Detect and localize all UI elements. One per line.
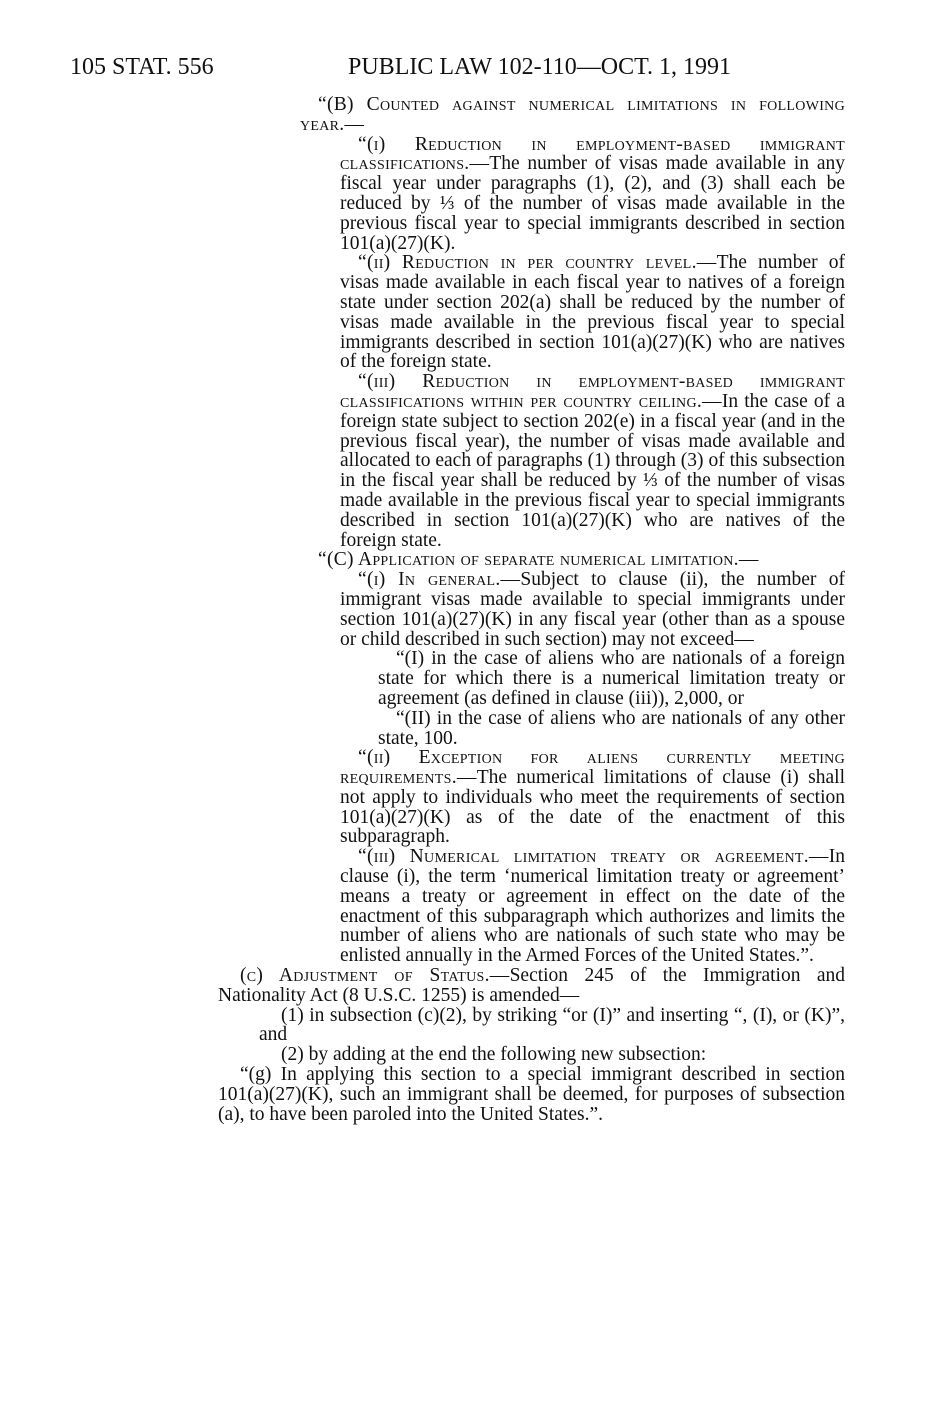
paragraph-text: Section 245 of the Immigration and Nationality Act (8 U.S.C. 1255) is amended—	[218, 965, 845, 1006]
paragraph-C-ii	[340, 748, 845, 847]
page-reference: 105 STAT. 556	[70, 54, 214, 80]
paragraph-B-i	[340, 135, 845, 254]
paragraph-C-i-II	[378, 709, 845, 749]
paragraph-heading: “(i) In general.—	[358, 569, 521, 591]
document-body	[0, 95, 944, 1124]
paragraph-C-iii	[340, 847, 845, 966]
paragraph-heading: (c) Adjustment of Status.—	[240, 965, 510, 987]
paragraph-c-2	[259, 1045, 845, 1065]
paragraph-heading: “(ii) Reduction in per country level.—	[358, 252, 717, 274]
paragraph-text: (2) by adding at the end the following new subsection:	[281, 1044, 707, 1066]
law-title: PUBLIC LAW 102-110—OCT. 1, 1991	[348, 54, 731, 80]
running-header	[70, 54, 870, 88]
paragraph-text: The numerical limitations of clause (i) shall not apply to individuals who meet the requirements of section 101(a)(27)(K) as of the date of the enactment of this subparagraph.	[340, 767, 845, 848]
paragraph-heading: “(iii) Numerical limitation treaty or agreement.—	[358, 846, 829, 868]
paragraph-C-i-I	[378, 649, 845, 708]
paragraph-text: “(g) In applying this section to a special immigrant described in section 101(a)(27)(K), such an immigrant shall be deemed, for purposes of subsection (a), to have been paroled into the United States.”.	[218, 1064, 845, 1125]
paragraph-text: “(II) in the case of aliens who are nationals of any other state, 100.	[378, 707, 845, 749]
paragraph-C	[300, 550, 845, 570]
paragraph-c-1	[259, 1006, 845, 1046]
paragraph-heading: “(ii) Exception for aliens currently meeting requirements.—	[340, 747, 845, 789]
paragraph-B	[300, 95, 845, 135]
paragraph-text: “(I) in the case of aliens who are nationals of a foreign state for which there is a numerical limitation treaty or agreement (as defined in clause (iii)), 2,000, or	[378, 648, 845, 709]
paragraph-heading: “(C) Application of separate numerical limitation.—	[318, 549, 759, 571]
paragraph-text: In the case of a foreign state subject to section 202(e) in a fiscal year (and in the previous fiscal year), the number of visas made available and allocated to each of paragraphs (1) through (3) of this subsection in the fiscal year shall be reduced by ⅓ of the number of visas made available in the previous fiscal year to special immigrants described in section 101(a)(27)(K) who are natives of the foreign state.	[340, 390, 845, 551]
paragraph-text: The number of visas made available in any fiscal year under paragraphs (1), (2), and (3) shall each be reduced by ⅓ of the number of visas made available in the previous fiscal year to special immigrants described in section 101(a)(27)(K).	[340, 153, 845, 254]
paragraph-c	[218, 966, 845, 1006]
paragraph-text: (1) in subsection (c)(2), by striking “or (I)” and inserting “, (I), or (K)”, and	[259, 1004, 845, 1046]
paragraph-B-iii	[340, 372, 845, 550]
paragraph-text: In clause (i), the term ‘numerical limitation treaty or agreement’ means a treaty or agreement in effect on the date of the enactment of this subparagraph which authorizes and limits the number of aliens who are nationals of such state who may be enlisted annually in the Armed Forces of the United States.”.	[340, 846, 845, 967]
paragraph-text: Subject to clause (ii), the number of immigrant visas made available to special immigrants under section 101(a)(27)(K) in any fiscal year (other than as a spouse or child described in such section) may not exceed—	[340, 569, 845, 650]
paragraph-heading: “(i) Reduction in employment-based immigrant classifications.—	[340, 133, 845, 175]
paragraph-B-ii	[340, 253, 845, 372]
paragraph-g	[218, 1065, 845, 1124]
paragraph-heading: “(iii) Reduction in employment-based immigrant classifications within per country ceiling.—	[340, 371, 845, 412]
paragraph-text: The number of visas made available in each fiscal year to natives of a foreign state under section 202(a) shall be reduced by the number of visas made available in the previous fiscal year to special immigrants described in section 101(a)(27)(K) who are natives of the foreign state.	[340, 252, 845, 373]
paragraph-C-i	[340, 570, 845, 649]
paragraph-heading: “(B) Counted against numerical limitations in following year.—	[300, 94, 845, 135]
